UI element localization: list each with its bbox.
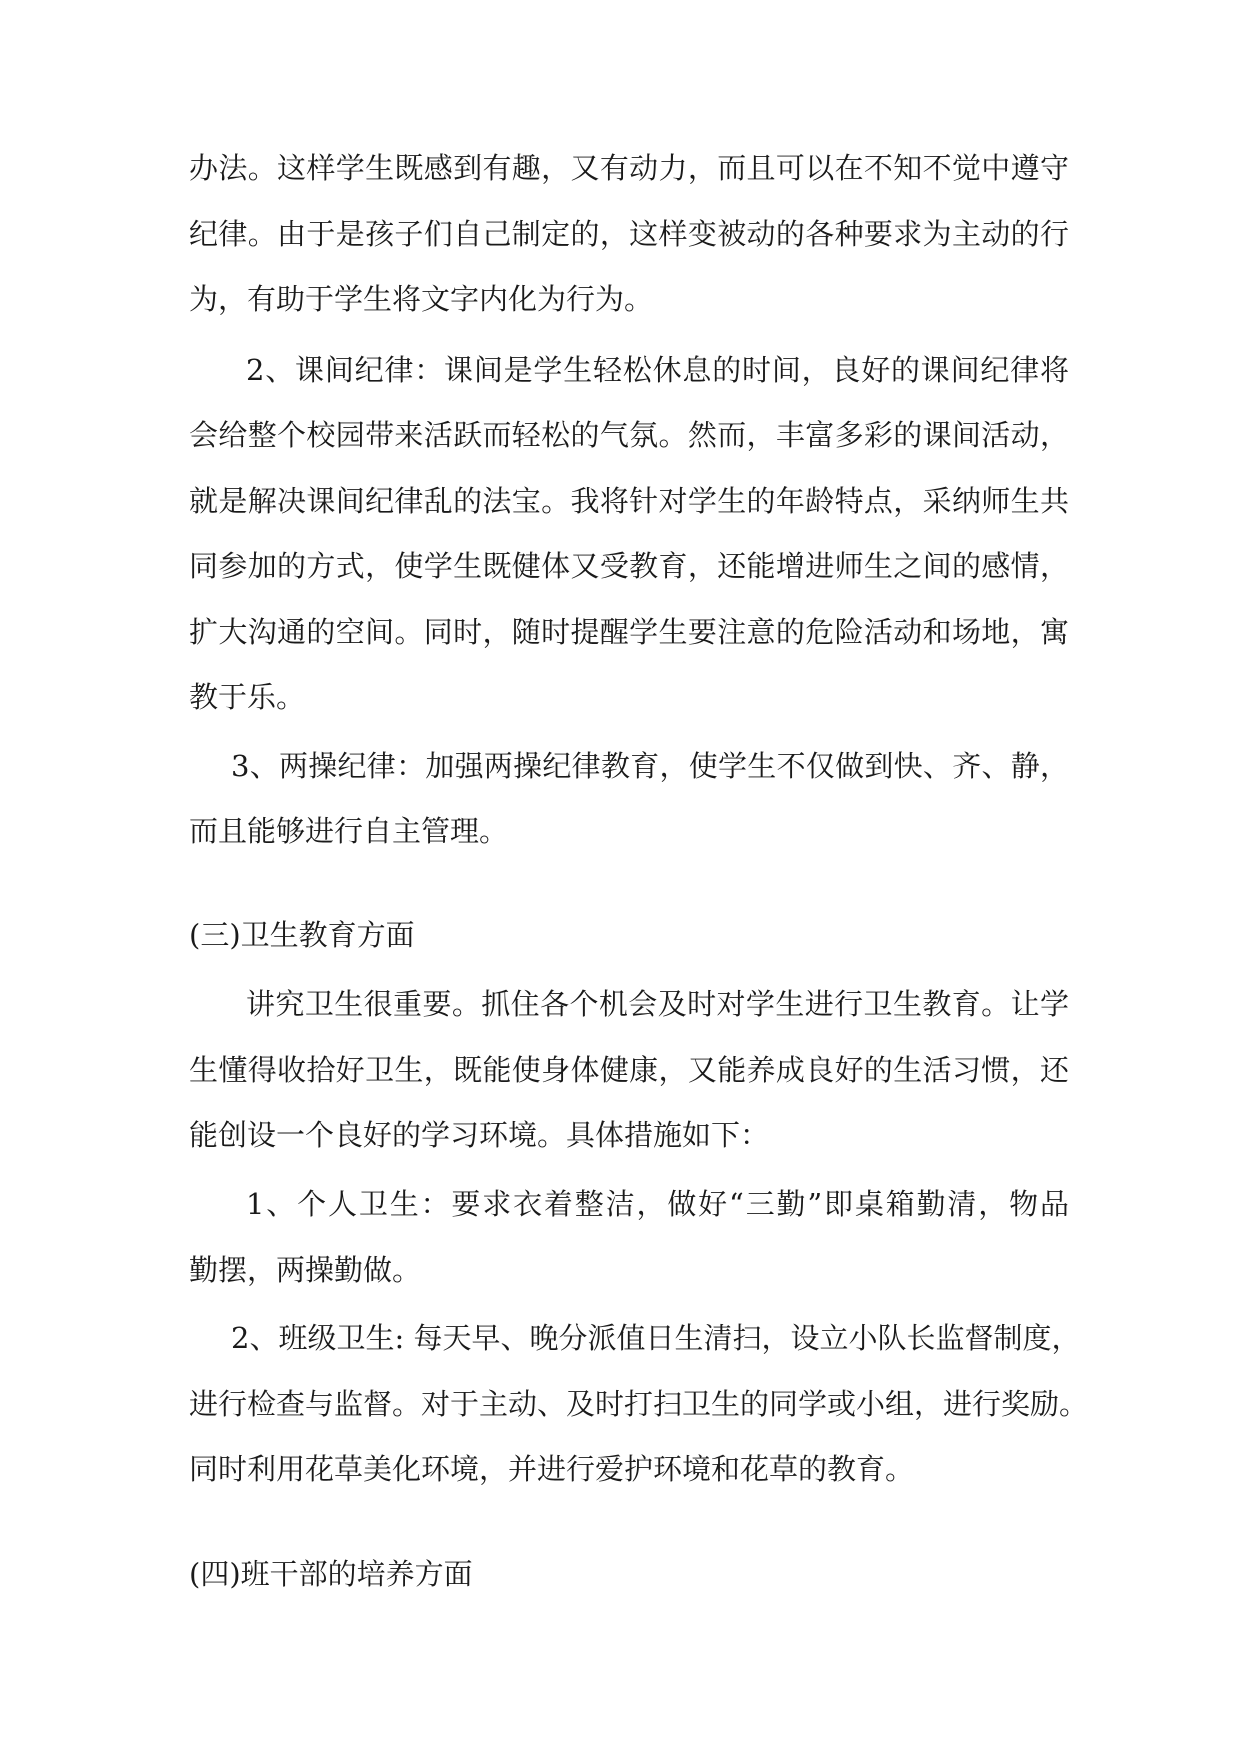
paragraph-line: 教于乐。: [189, 680, 306, 714]
paragraph-line: 同时利用花草美化环境，并进行爱护环境和花草的教育。: [189, 1452, 915, 1486]
paragraph-line: 1、个人卫生：要求衣着整洁，做好“三勤”即桌箱勤清，物品: [246, 1187, 1069, 1221]
paragraph-line: 扩大沟通的空间。同时，随时提醒学生要注意的危险活动和场地，寓: [189, 615, 1069, 649]
paragraph-line: 为，有助于学生将文字内化为行为。: [189, 282, 654, 316]
section-heading: (四)班干部的培养方面: [189, 1557, 473, 1591]
paragraph-line: 2、课间纪律：课间是学生轻松休息的时间，良好的课间纪律将: [246, 353, 1069, 387]
paragraph-line: 进行检查与监督。对于主动、及时打扫卫生的同学或小组，进行奖励。: [189, 1387, 1089, 1421]
paragraph-line: 而且能够进行自主管理。: [189, 814, 509, 848]
paragraph-line: 3、两操纪律：加强两操纪律教育，使学生不仅做到快、齐、静，: [231, 749, 1069, 783]
paragraph-line: 就是解决课间纪律乱的法宝。我将针对学生的年龄特点，采纳师生共: [189, 484, 1069, 518]
paragraph-line: 勤摆，两操勤做。: [189, 1253, 422, 1287]
paragraph-line: 同参加的方式，使学生既健体又受教育，还能增进师生之间的感情，: [189, 549, 1069, 583]
paragraph-line: 生懂得收拾好卫生，既能使身体健康，又能养成良好的生活习惯，还: [189, 1053, 1069, 1087]
paragraph-line: 纪律。由于是孩子们自己制定的，这样变被动的各种要求为主动的行: [189, 217, 1069, 251]
paragraph-line: 能创设一个良好的学习环境。具体措施如下：: [189, 1118, 770, 1152]
paragraph-line: 2、班级卫生: 每天早、晚分派值日生清扫，设立小队长监督制度，: [231, 1321, 1081, 1355]
section-heading: (三)卫生教育方面: [189, 918, 415, 952]
paragraph-line: 会给整个校园带来活跃而轻松的气氛。然而，丰富多彩的课间活动，: [189, 418, 1069, 452]
paragraph-line: 讲究卫生很重要。抓住各个机会及时对学生进行卫生教育。让学: [246, 987, 1069, 1021]
paragraph-line: 办法。这样学生既感到有趣，又有动力，而且可以在不知不觉中遵守: [189, 151, 1069, 185]
